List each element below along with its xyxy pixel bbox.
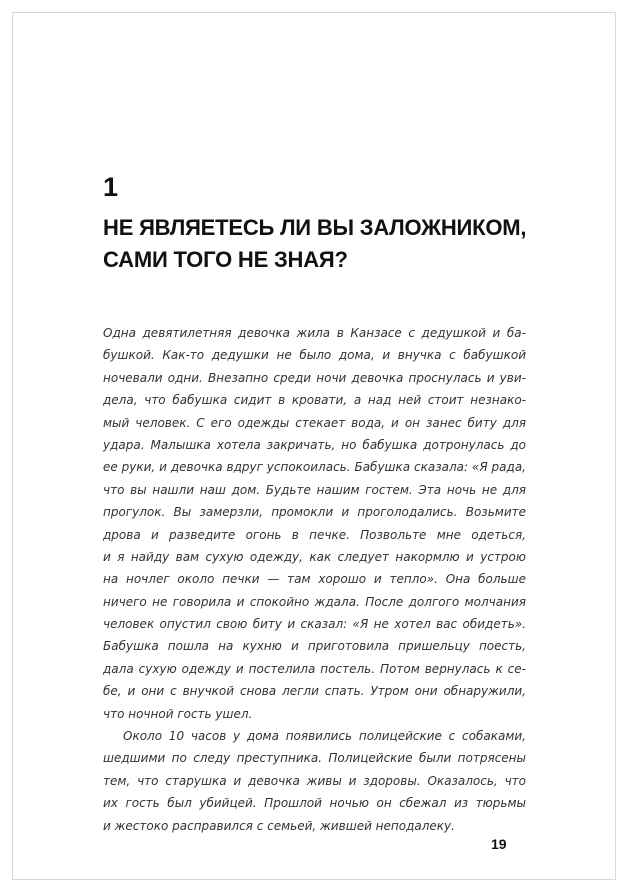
text-line: дела, что бабушка сидит в кровати, а над ней стоит незнако- xyxy=(103,393,526,408)
text-line: Бабушка пошла на кухню и приготовила пришельцу поесть, xyxy=(103,639,526,654)
text-line: их гость был убийцей. Прошлой ночью он сбежал из тюрьмы xyxy=(103,796,526,811)
chapter-title-line: НЕ ЯВЛЯЕТЕСЬ ЛИ ВЫ ЗАЛОЖНИКОМ, xyxy=(103,215,527,240)
text-line: мый человек. С его одежды стекает вода, и он занес биту для xyxy=(103,415,526,430)
text-line: ничего не говорила и спокойно ждала. После долгого молчания xyxy=(103,594,526,609)
text-line: и я найду вам сухую одежду, как следует накормлю и устрою xyxy=(103,549,526,564)
chapter-number: 1 xyxy=(103,172,119,202)
text-line: тем, что старушка и девочка живы и здоровы. Оказалось, что xyxy=(103,773,526,788)
text-line: Одна девятилетняя девочка жила в Канзасе с дедушкой и ба- xyxy=(103,326,526,340)
text-line: бе, и они с внучкой снова легли спать. Утром они обнаружили, xyxy=(103,684,526,699)
text-line: ночевали одни. Внезапно среди ночи девочка проснулась и уви- xyxy=(103,370,526,385)
text-line: дала сухую одежду и постелила постель. Потом вернулась к се- xyxy=(103,661,526,676)
text-line: ее руки, и девочка вдруг успокоилась. Бабушка сказала: «Я рада, xyxy=(103,460,526,475)
text-line: что ночной гость ушел. xyxy=(103,706,253,721)
paragraph-2 xyxy=(103,725,526,837)
text-line: что вы нашли наш дом. Будьте нашим гостем. Эта ночь не для xyxy=(103,482,526,497)
chapter-title xyxy=(103,212,543,276)
text-line: и жестоко расправился с семьей, жившей неподалеку. xyxy=(103,818,455,833)
text-line: дрова и разведите огонь в печке. Позвольте мне одеться, xyxy=(103,527,526,542)
text-line: Около 10 часов у дома появились полицейские с собаками, xyxy=(123,729,526,744)
text-line: человек опустил свою биту и сказал: «Я не хотел вас обидеть». xyxy=(103,617,526,632)
chapter-title-line: САМИ ТОГО НЕ ЗНАЯ? xyxy=(103,247,348,272)
paragraph-1 xyxy=(103,322,526,725)
body-text xyxy=(103,322,526,837)
text-line: бушкой. Как-то дедушки не было дома, и внучка с бабушкой xyxy=(103,348,526,363)
text-line: на ночлег около печки — там хорошо и тепло». Она больше xyxy=(103,572,526,587)
text-line: прогулок. Вы замерзли, промокли и проголодались. Возьмите xyxy=(103,505,526,520)
page-number: 19 xyxy=(491,836,507,852)
text-line: удара. Малышка хотела закричать, но бабушка дотронулась до xyxy=(103,437,526,452)
text-line: шедшими по следу преступника. Полицейские были потрясены xyxy=(103,751,526,766)
